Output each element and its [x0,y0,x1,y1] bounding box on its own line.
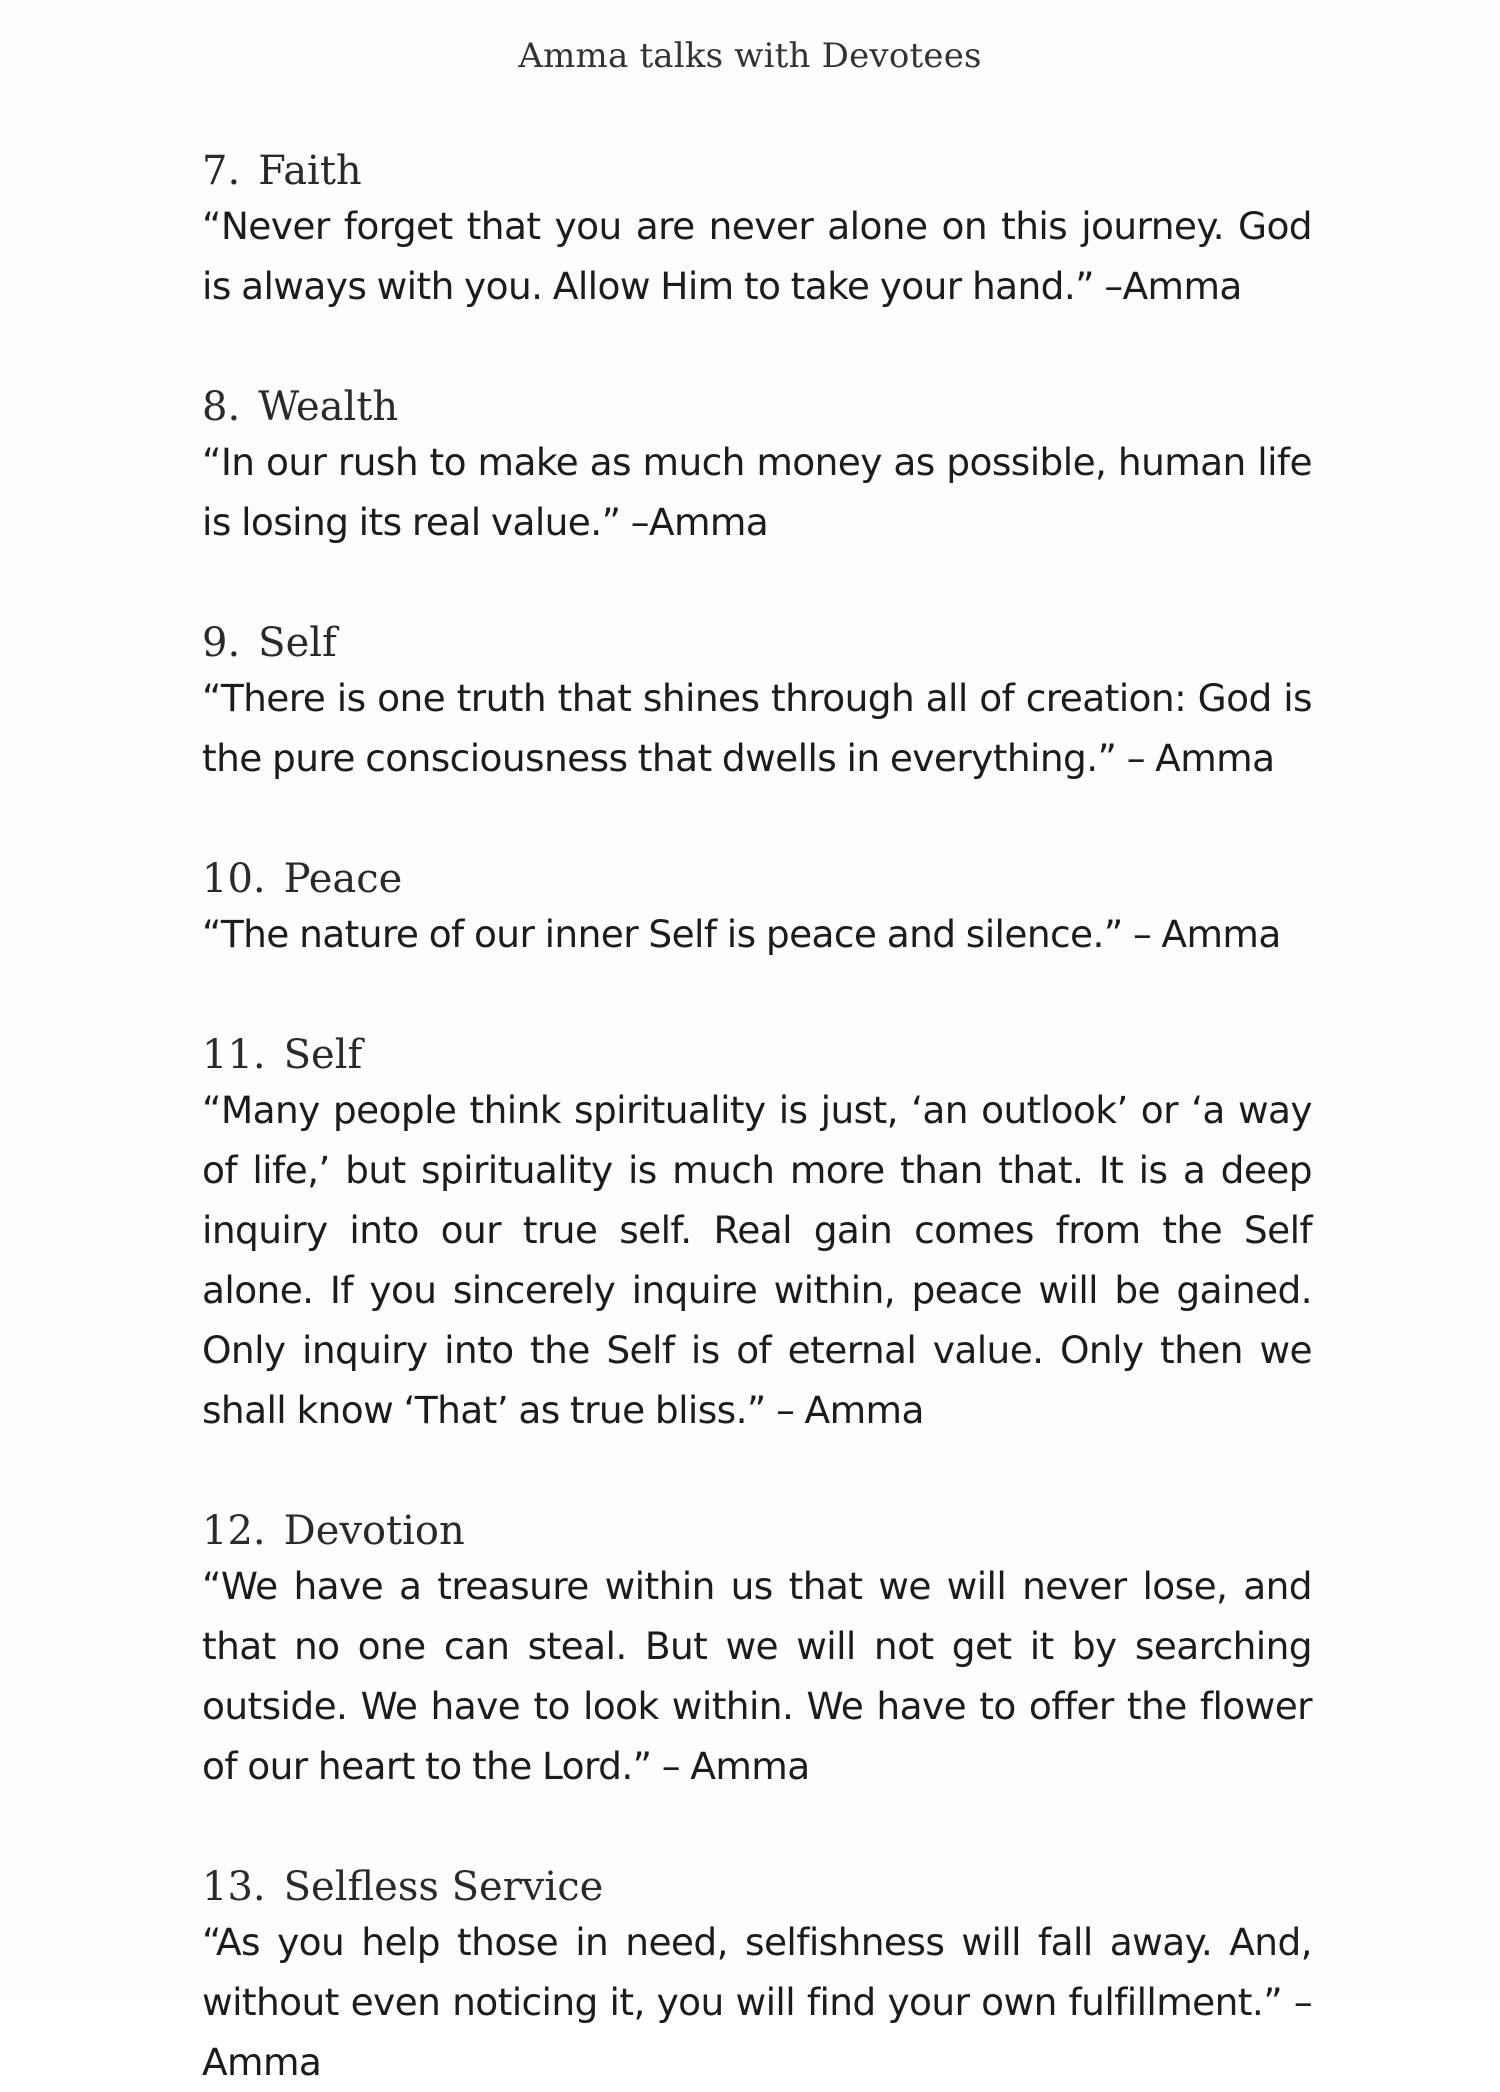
quote-entry-13 [202,1862,1312,2092]
entry-heading [202,1030,1312,1080]
entry-title: Faith [258,148,362,194]
entry-title: Self [258,620,337,666]
entry-title: Devotion [283,1508,465,1554]
entry-title: Self [283,1032,363,1078]
entry-heading [202,618,1312,668]
entry-quote: “In our rush to make as much money as possible, human life is losing its real value.” –Amma [202,440,1312,544]
quote-entry-12 [202,1506,1312,1796]
entry-title: Wealth [258,384,399,430]
entry-heading [202,382,1312,432]
entry-quote: “Never forget that you are never alone on this journey. God is always with you. Allow Him to take your hand.” –Amma [202,204,1312,308]
entry-number: 12. [202,1508,266,1554]
quote-entry-8 [202,382,1312,552]
entry-heading [202,854,1312,904]
quote-entry-9 [202,618,1312,788]
entry-title: Peace [283,856,403,902]
entry-number: 10. [202,856,266,902]
entry-quote: “We have a treasure within us that we will never lose, and that no one can steal. But we will not get it by searching outside. We have to look within. We have to offer the flower of our heart to the Lord.” – Amma [202,1564,1312,1788]
entry-quote: “As you help those in need, selfishness will fall away. And, without even noticing it, you will find your own fulfillment.” –Amma [202,1920,1312,2084]
entry-number: 11. [202,1032,266,1078]
running-head: Amma talks with Devotees [518,36,982,76]
entry-quote: “The nature of our inner Self is peace and silence.” – Amma [202,912,1281,956]
entry-number: 8. [202,384,241,430]
quote-entry-7 [202,146,1312,316]
entry-heading [202,1862,1312,1912]
entry-number: 9. [202,620,241,666]
entry-number: 7. [202,148,241,194]
entry-quote: “Many people think spirituality is just, ‘an outlook’ or ‘a way of life,’ but spirituality is much more than that. It is a deep inquiry into our true self. Real gain comes from the Self alone. If you sincerely inquire within, peace will be gained. Only inquiry into the Self is of eternal value. Only then we shall know ‘That’ as true bliss.” – Amma [202,1088,1312,1432]
entry-title: Selfless Service [283,1864,604,1910]
entry-number: 13. [202,1864,266,1910]
quote-entry-11 [202,1030,1312,1440]
quote-list [202,146,1312,2092]
entry-heading [202,146,1312,196]
entry-heading [202,1506,1312,1556]
entry-quote: “There is one truth that shines through all of creation: God is the pure consciousness that dwells in everything.” – Amma [202,676,1312,780]
quote-entry-10 [202,854,1312,964]
